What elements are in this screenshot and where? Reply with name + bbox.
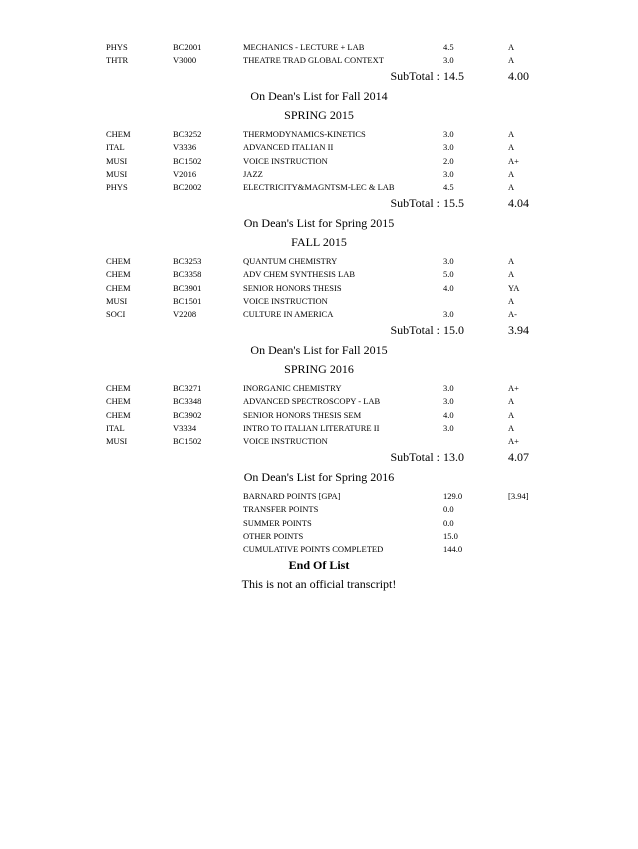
course-points: 3.0 (443, 382, 454, 393)
course-points: 15.0 (443, 531, 458, 541)
course-dept: CHEM (106, 269, 131, 280)
course-title: INTRO TO ITALIAN LITERATURE II (243, 423, 380, 433)
course-points: 2.0 (443, 155, 454, 166)
course-number: BC3901 (173, 282, 202, 293)
course-dept: MUSI (106, 155, 128, 166)
subtotal-label: SubTotal : 15.5 (390, 195, 464, 210)
course-points: 3.0 (443, 55, 454, 66)
course-points: 5.0 (443, 269, 454, 280)
course-dept: MUSI (106, 436, 128, 447)
course-dept: CHEM (106, 282, 131, 293)
course-row (0, 267, 638, 281)
centered-heading: End Of List (288, 557, 350, 572)
course-points: 3.0 (443, 396, 454, 407)
course-title: THERMODYNAMICS-KINETICS (243, 128, 366, 139)
term-subtotal (0, 194, 638, 212)
course-dept: PHYS (106, 42, 128, 52)
course-points: 129.0 (443, 490, 463, 501)
course-row (0, 154, 638, 168)
term-gpa: 3.94 (508, 322, 529, 337)
course-title: TRANSFER POINTS (243, 504, 319, 515)
course-grade: A (508, 169, 515, 179)
course-number: V3336 (173, 142, 197, 153)
course-row (0, 127, 638, 141)
course-number: BC1501 (173, 296, 202, 306)
course-grade: A (508, 423, 515, 433)
course-points: 144.0 (443, 544, 463, 555)
course-row (0, 307, 638, 321)
course-row (0, 529, 638, 543)
course-dept: MUSI (106, 296, 128, 306)
course-number: BC3271 (173, 382, 202, 393)
course-number: BC3358 (173, 269, 202, 280)
course-points: 4.5 (443, 42, 454, 52)
course-points: 3.0 (443, 169, 454, 179)
course-number: BC1502 (173, 155, 202, 166)
course-title: SENIOR HONORS THESIS (243, 282, 342, 293)
course-row (0, 167, 638, 181)
course-grade: A (508, 255, 515, 266)
course-dept: PHYS (106, 182, 128, 193)
course-points: 3.0 (443, 255, 454, 266)
course-number: BC1502 (173, 436, 202, 447)
course-grade: A+ (508, 436, 519, 447)
course-grade: A+ (508, 382, 519, 393)
course-title: VOICE INSTRUCTION (243, 436, 328, 447)
course-grade: A (508, 128, 515, 139)
course-title: ELECTRICITY&MAGNTSM-LEC & LAB (243, 182, 395, 193)
centered-heading: On Dean's List for Fall 2014 (250, 88, 388, 103)
centered-heading: FALL 2015 (291, 234, 347, 249)
course-title: QUANTUM CHEMISTRY (243, 255, 338, 266)
course-grade: A (508, 409, 515, 420)
subtotal-label: SubTotal : 14.5 (390, 68, 464, 83)
course-grade: A- (508, 309, 517, 320)
course-row (0, 434, 638, 448)
course-row (0, 254, 638, 268)
course-dept: THTR (106, 55, 129, 66)
term-subtotal (0, 67, 638, 85)
course-number: V2208 (173, 309, 197, 320)
course-dept: CHEM (106, 128, 131, 139)
course-title: INORGANIC CHEMISTRY (243, 382, 342, 393)
course-title: VOICE INSTRUCTION (243, 296, 328, 306)
course-dept: CHEM (106, 409, 131, 420)
course-row (0, 408, 638, 422)
course-row (0, 542, 638, 556)
course-title: SUMMER POINTS (243, 517, 312, 528)
course-grade: [3.94] (508, 490, 529, 501)
course-title: OTHER POINTS (243, 531, 304, 541)
course-title: ADVANCED ITALIAN II (243, 142, 334, 153)
course-number: BC3253 (173, 255, 202, 266)
subtotal-label: SubTotal : 13.0 (390, 449, 464, 464)
term-subtotal (0, 321, 638, 339)
centered-heading: SPRING 2016 (284, 361, 354, 376)
course-title: SENIOR HONORS THESIS SEM (243, 409, 362, 420)
course-row (0, 180, 638, 194)
course-points: 0.0 (443, 517, 454, 528)
course-grade: A (508, 42, 515, 52)
course-number: BC3348 (173, 396, 202, 407)
course-dept: CHEM (106, 396, 131, 407)
course-title: VOICE INSTRUCTION (243, 155, 328, 166)
course-points: 4.0 (443, 282, 454, 293)
course-points: 0.0 (443, 504, 454, 515)
course-row (0, 40, 638, 54)
course-number: BC2002 (173, 182, 202, 193)
course-title: CULTURE IN AMERICA (243, 309, 334, 320)
course-title: BARNARD POINTS [GPA] (243, 490, 341, 501)
centered-heading: SPRING 2015 (284, 107, 354, 122)
course-row (0, 421, 638, 435)
centered-heading: This is not an official transcript! (241, 576, 397, 591)
course-row (0, 294, 638, 308)
course-grade: A (508, 296, 515, 306)
course-row (0, 381, 638, 395)
course-row (0, 281, 638, 295)
course-number: BC3252 (173, 128, 202, 139)
course-grade: A (508, 269, 515, 280)
course-row (0, 140, 638, 154)
course-points: 3.0 (443, 128, 454, 139)
course-points: 4.5 (443, 182, 454, 193)
term-gpa: 4.07 (508, 449, 529, 464)
course-dept: SOCI (106, 309, 126, 320)
course-title: ADV CHEM SYNTHESIS LAB (243, 269, 356, 280)
course-number: V2016 (173, 169, 197, 179)
course-row (0, 394, 638, 408)
course-title: ADVANCED SPECTROSCOPY - LAB (243, 396, 381, 407)
course-grade: A (508, 396, 515, 407)
centered-heading: On Dean's List for Spring 2016 (243, 469, 395, 484)
term-gpa: 4.00 (508, 68, 529, 83)
course-title: THEATRE TRAD GLOBAL CONTEXT (243, 55, 384, 66)
term-subtotal (0, 448, 638, 466)
course-grade: A (508, 55, 515, 66)
course-dept: CHEM (106, 255, 131, 266)
course-title: CUMULATIVE POINTS COMPLETED (243, 544, 384, 555)
course-number: V3334 (173, 423, 197, 433)
course-grade: A (508, 142, 515, 153)
centered-heading: On Dean's List for Spring 2015 (243, 215, 395, 230)
course-dept: ITAL (106, 142, 125, 153)
course-points: 4.0 (443, 409, 454, 420)
course-number: BC2001 (173, 42, 202, 52)
course-points: 3.0 (443, 142, 454, 153)
course-dept: MUSI (106, 169, 128, 179)
term-gpa: 4.04 (508, 195, 529, 210)
course-number: BC3902 (173, 409, 202, 420)
course-row (0, 53, 638, 67)
course-number: V3000 (173, 55, 197, 66)
course-grade: YA (508, 282, 520, 293)
course-grade: A+ (508, 155, 519, 166)
course-row (0, 502, 638, 516)
course-title: JAZZ (243, 169, 263, 179)
course-title: MECHANICS - LECTURE + LAB (243, 42, 365, 52)
course-grade: A (508, 182, 515, 193)
course-dept: ITAL (106, 423, 125, 433)
course-points: 3.0 (443, 309, 454, 320)
course-row (0, 516, 638, 530)
centered-heading: On Dean's List for Fall 2015 (250, 342, 388, 357)
course-dept: CHEM (106, 382, 131, 393)
course-points: 3.0 (443, 423, 454, 433)
subtotal-label: SubTotal : 15.0 (390, 322, 464, 337)
course-row (0, 489, 638, 503)
